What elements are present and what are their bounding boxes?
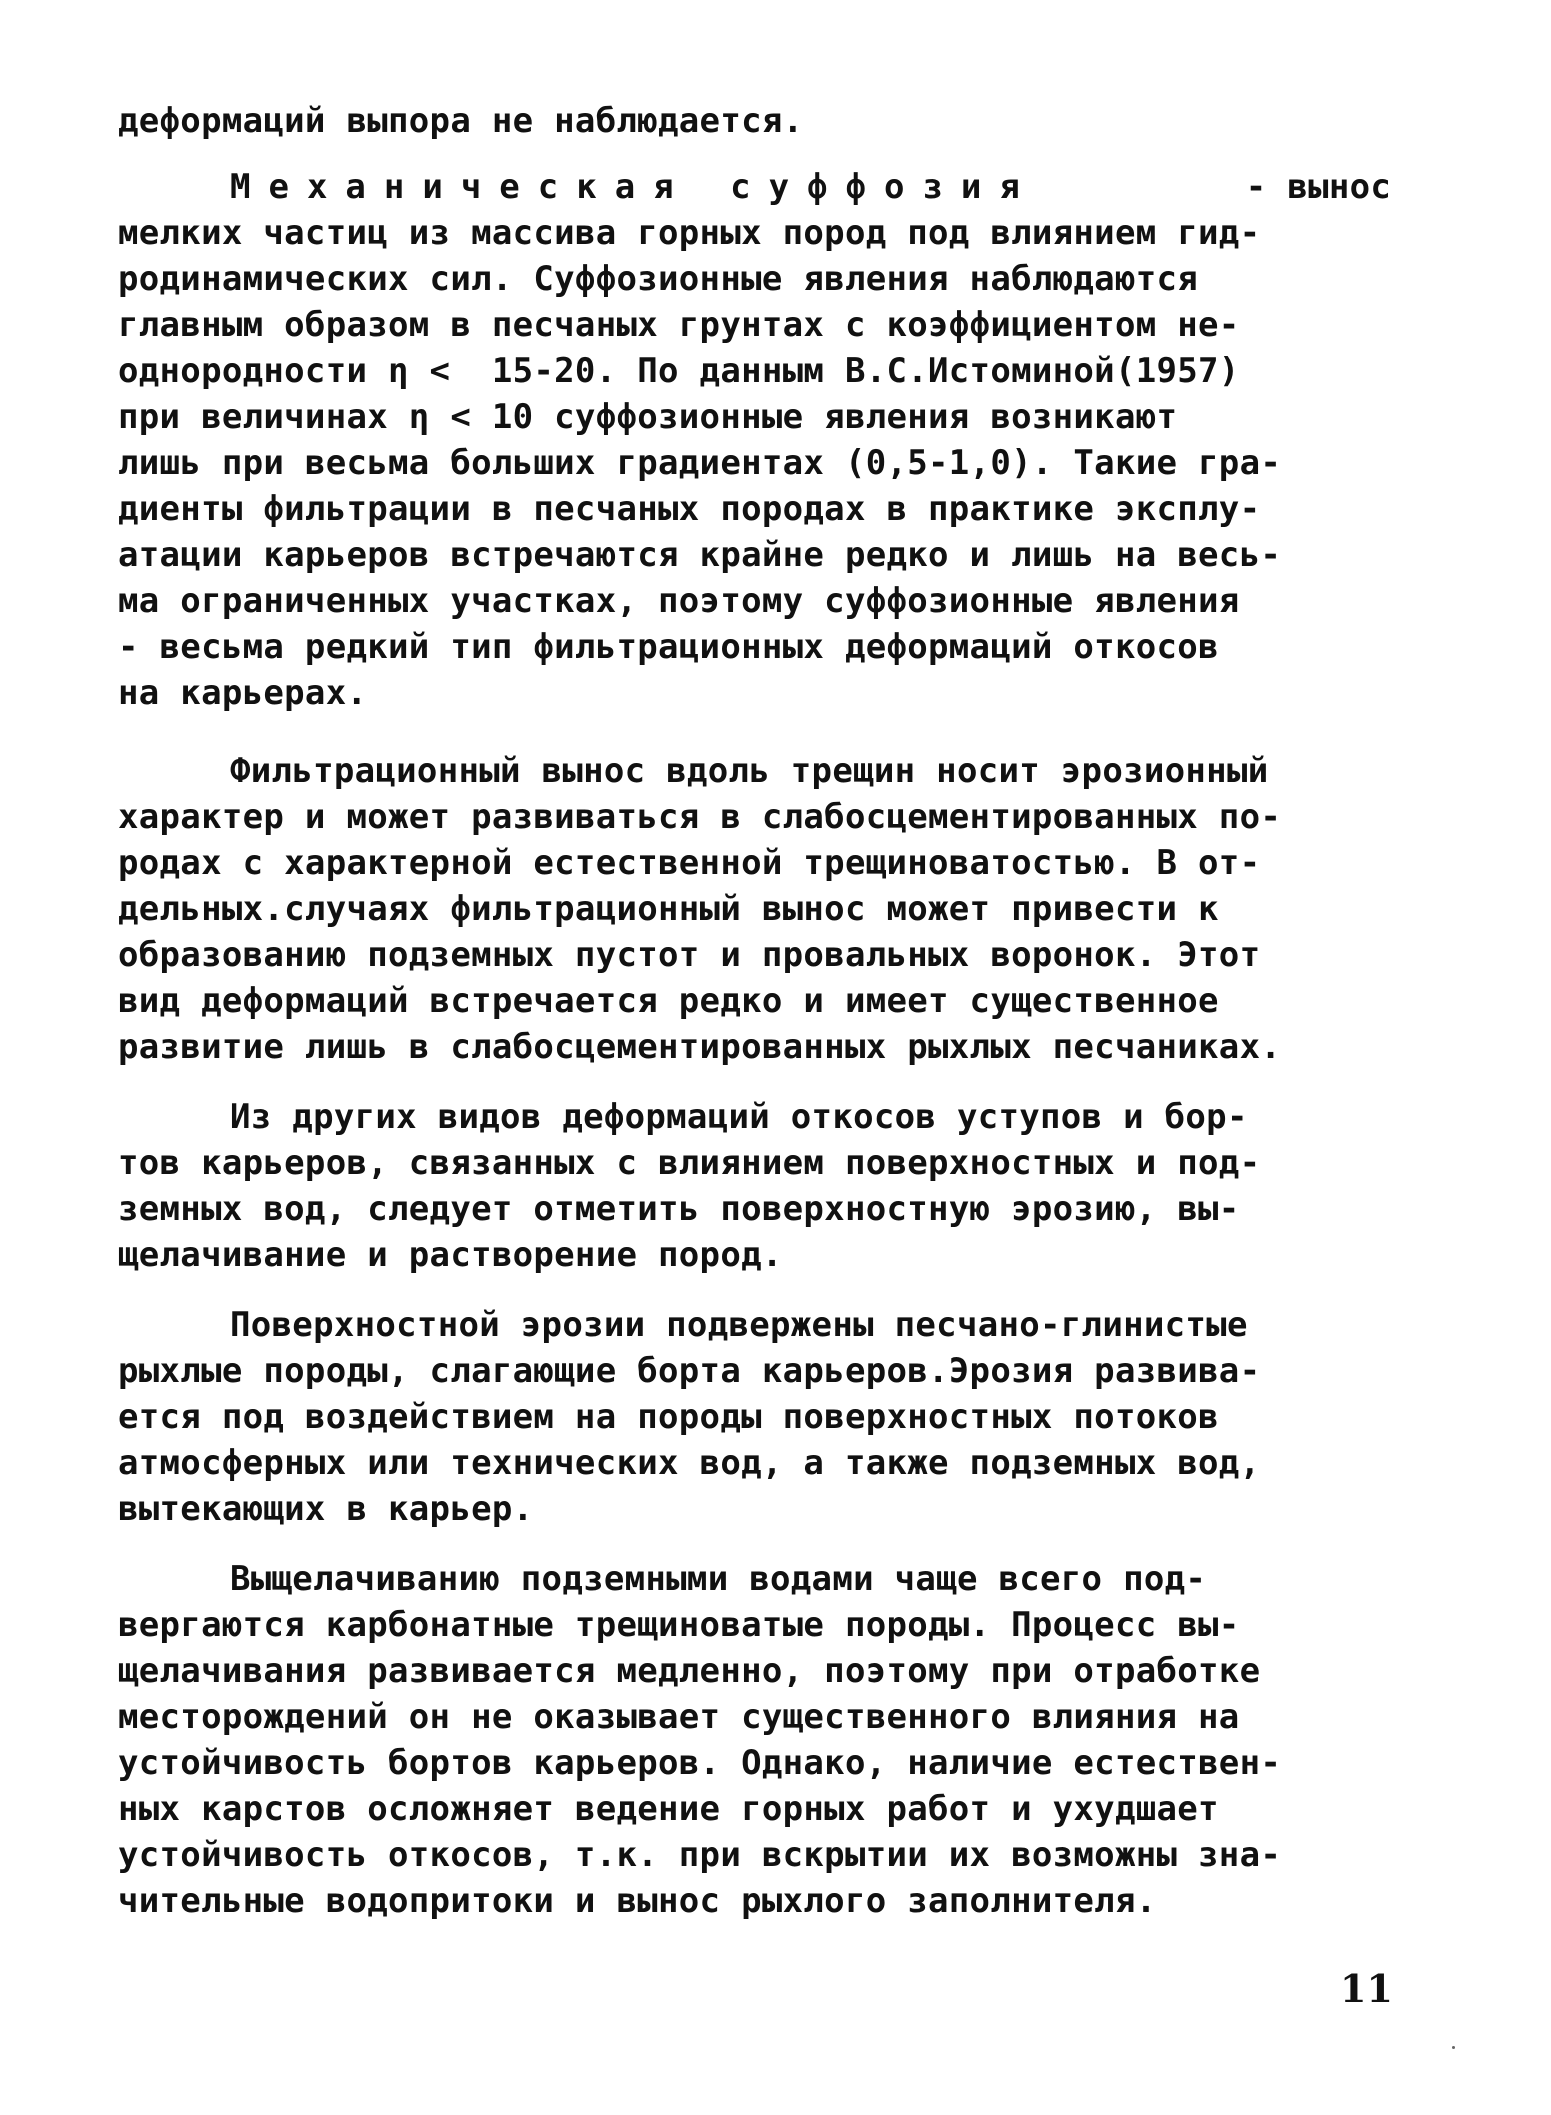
text-line: ма ограниченных участках, поэтому суффозионные явления xyxy=(118,581,1240,621)
text-line: вергаются карбонатные трещиноватые породы. Процесс вы- xyxy=(118,1605,1240,1645)
text-line: вид деформаций встречается редко и имеет существенное xyxy=(118,981,1219,1021)
text-line: щелачивания развивается медленно, поэтому при отработке xyxy=(118,1651,1261,1691)
text-line: на карьерах. xyxy=(118,673,368,713)
text-line: Фильтрационный вынос вдоль трещин носит эрозионный xyxy=(230,751,1269,791)
text-line: Поверхностной эрозии подвержены песчано-глинистые xyxy=(230,1305,1248,1345)
text-line: земных вод, следует отметить поверхностную эрозию, вы- xyxy=(118,1189,1240,1229)
text-line: щелачивание и растворение пород. xyxy=(118,1235,783,1275)
text-line: лишь при весьма больших градиентах (0,5-1,0). Такие гра- xyxy=(118,443,1282,483)
text-line: главным образом в песчаных грунтах с коэффициентом не- xyxy=(118,305,1240,345)
text-line: ных карстов осложняет ведение горных работ и ухудшает xyxy=(118,1789,1219,1829)
text-line: диенты фильтрации в песчаных породах в практике эксплу- xyxy=(118,489,1261,529)
text-line: атации карьеров встречаются крайне редко и лишь на весь- xyxy=(118,535,1282,575)
text-line: дельных.случаях фильтрационный вынос может привести к xyxy=(118,889,1219,929)
text-line: характер и может развиваться в слабосцементированных по- xyxy=(118,797,1282,837)
text-line: деформаций выпора не наблюдается. xyxy=(118,101,804,141)
page-number: 11 xyxy=(1340,1966,1393,2011)
text-line: однородности η < 15-20. По данным В.С.Истоминой(1957) xyxy=(118,351,1240,391)
text-line: месторождений он не оказывает существенного влияния на xyxy=(118,1697,1240,1737)
text-line: чительные водопритоки и вынос рыхлого заполнителя. xyxy=(118,1881,1157,1921)
text-line: ется под воздействием на породы поверхностных потоков xyxy=(118,1397,1219,1437)
text-line: родах с характерной естественной трещиноватостью. В от- xyxy=(118,843,1261,883)
text-line: Выщелачиванию подземными водами чаще всего под- xyxy=(230,1559,1207,1599)
text-line: мелких частиц из массива горных пород под влиянием гид- xyxy=(118,213,1261,253)
text-line: - весьма редкий тип фильтрационных деформаций откосов xyxy=(118,627,1219,667)
term-heading: Механическая суффозия xyxy=(230,167,1038,207)
text-line: при величинах η < 10 суффозионные явления возникают xyxy=(118,397,1178,437)
text-line: развитие лишь в слабосцементированных рыхлых песчаниках. xyxy=(118,1027,1282,1067)
text-line: атмосферных или технических вод, а также подземных вод, xyxy=(118,1443,1261,1483)
text-line: вытекающих в карьер. xyxy=(118,1489,534,1529)
text-line: устойчивость откосов, т.к. при вскрытии их возможны зна- xyxy=(118,1835,1282,1875)
text-line: устойчивость бортов карьеров. Однако, наличие естествен- xyxy=(118,1743,1282,1783)
text-line: - вынос xyxy=(1225,167,1392,207)
text-line: рыхлые породы, слагающие борта карьеров.Эрозия развива- xyxy=(118,1351,1261,1391)
scan-speck xyxy=(1452,2046,1455,2049)
text-line: родинамических сил. Суффозионные явления наблюдаются xyxy=(118,259,1199,299)
text-line: образованию подземных пустот и провальных воронок. Этот xyxy=(118,935,1261,975)
text-line: тов карьеров, связанных с влиянием поверхностных и под- xyxy=(118,1143,1261,1183)
text-line: Из других видов деформаций откосов уступов и бор- xyxy=(230,1097,1248,1137)
